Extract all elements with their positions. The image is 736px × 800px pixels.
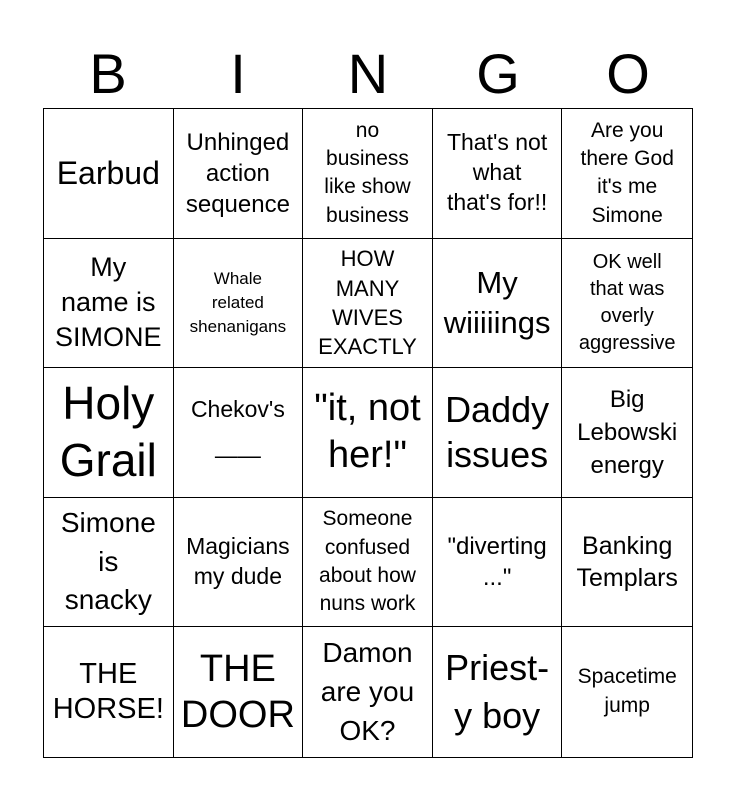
bingo-cell[interactable] <box>433 627 563 757</box>
bingo-cell-label: Magicians my dude <box>186 533 290 590</box>
bingo-cell[interactable] <box>562 109 692 239</box>
bingo-cell[interactable] <box>174 239 304 369</box>
bingo-cell-label: Banking Templars <box>576 531 678 593</box>
bingo-cell-label: My name is SIMONE <box>55 252 162 353</box>
bingo-cell-label: Whale related shenanigans <box>189 269 287 336</box>
bingo-cell-label: OK well that was overly aggressive <box>578 250 676 354</box>
bingo-cell[interactable] <box>303 239 433 369</box>
header-letter-g: G <box>476 42 520 105</box>
bingo-cell[interactable] <box>433 368 563 498</box>
bingo-cell[interactable] <box>174 368 304 498</box>
bingo-cell[interactable] <box>44 627 174 757</box>
header-letter-o: O <box>606 42 650 105</box>
bingo-cell-label: Chekov's —— <box>190 396 285 469</box>
bingo-cell-label: "diverting ..." <box>447 532 547 592</box>
bingo-cell-label: Big Lebowski energy <box>577 385 678 480</box>
bingo-cell[interactable] <box>303 627 433 757</box>
bingo-cell-label: THE DOOR <box>180 647 295 737</box>
bingo-cell[interactable] <box>44 368 174 498</box>
bingo-cell[interactable] <box>44 109 174 239</box>
bingo-cell[interactable] <box>433 239 563 369</box>
bingo-cell-label: THE HORSE! <box>52 658 164 726</box>
bingo-cell-label: no business like show business <box>324 118 411 227</box>
bingo-cell-label: Earbud <box>56 155 160 192</box>
bingo-cell[interactable] <box>174 498 304 628</box>
bingo-cell[interactable] <box>303 109 433 239</box>
bingo-cell-label: Are you there God it's me Simone <box>580 118 674 227</box>
bingo-cell[interactable] <box>303 498 433 628</box>
bingo-cell[interactable] <box>44 239 174 369</box>
bingo-cell-label: Damon are you OK? <box>320 637 415 746</box>
bingo-cell[interactable] <box>44 498 174 628</box>
bingo-cell[interactable] <box>562 239 692 369</box>
bingo-cell-label: My wiiiiings <box>443 264 551 340</box>
bingo-cell[interactable] <box>303 368 433 498</box>
header-letter-n: N <box>347 42 389 105</box>
header-letter-b: B <box>89 42 127 105</box>
bingo-header <box>43 40 693 108</box>
bingo-board <box>43 108 693 758</box>
bingo-cell[interactable] <box>433 498 563 628</box>
bingo-cell-label: Unhinged action sequence <box>185 128 290 218</box>
bingo-cell-label: Someone confused about how nuns work <box>319 507 416 616</box>
bingo-cell-label: Spacetime jump <box>577 665 677 718</box>
bingo-cell-label: Daddy issues <box>445 389 550 476</box>
bingo-cell-label: That's not what that's for!! <box>446 129 548 216</box>
bingo-cell[interactable] <box>174 109 304 239</box>
header-letter-i: I <box>230 42 246 105</box>
bingo-cell-label: "it, not her!" <box>314 386 421 477</box>
bingo-cell[interactable] <box>562 368 692 498</box>
bingo-cell[interactable] <box>562 627 692 757</box>
bingo-cell-label: HOW MANY WIVES EXACTLY <box>318 246 417 360</box>
bingo-cell[interactable] <box>174 627 304 757</box>
bingo-cell-label: Priest- y boy <box>445 646 550 737</box>
bingo-cell-label: Holy Grail <box>59 376 157 487</box>
bingo-cell[interactable] <box>433 109 563 239</box>
bingo-cell[interactable] <box>562 498 692 628</box>
bingo-cell-label: Simone is snacky <box>60 507 156 616</box>
